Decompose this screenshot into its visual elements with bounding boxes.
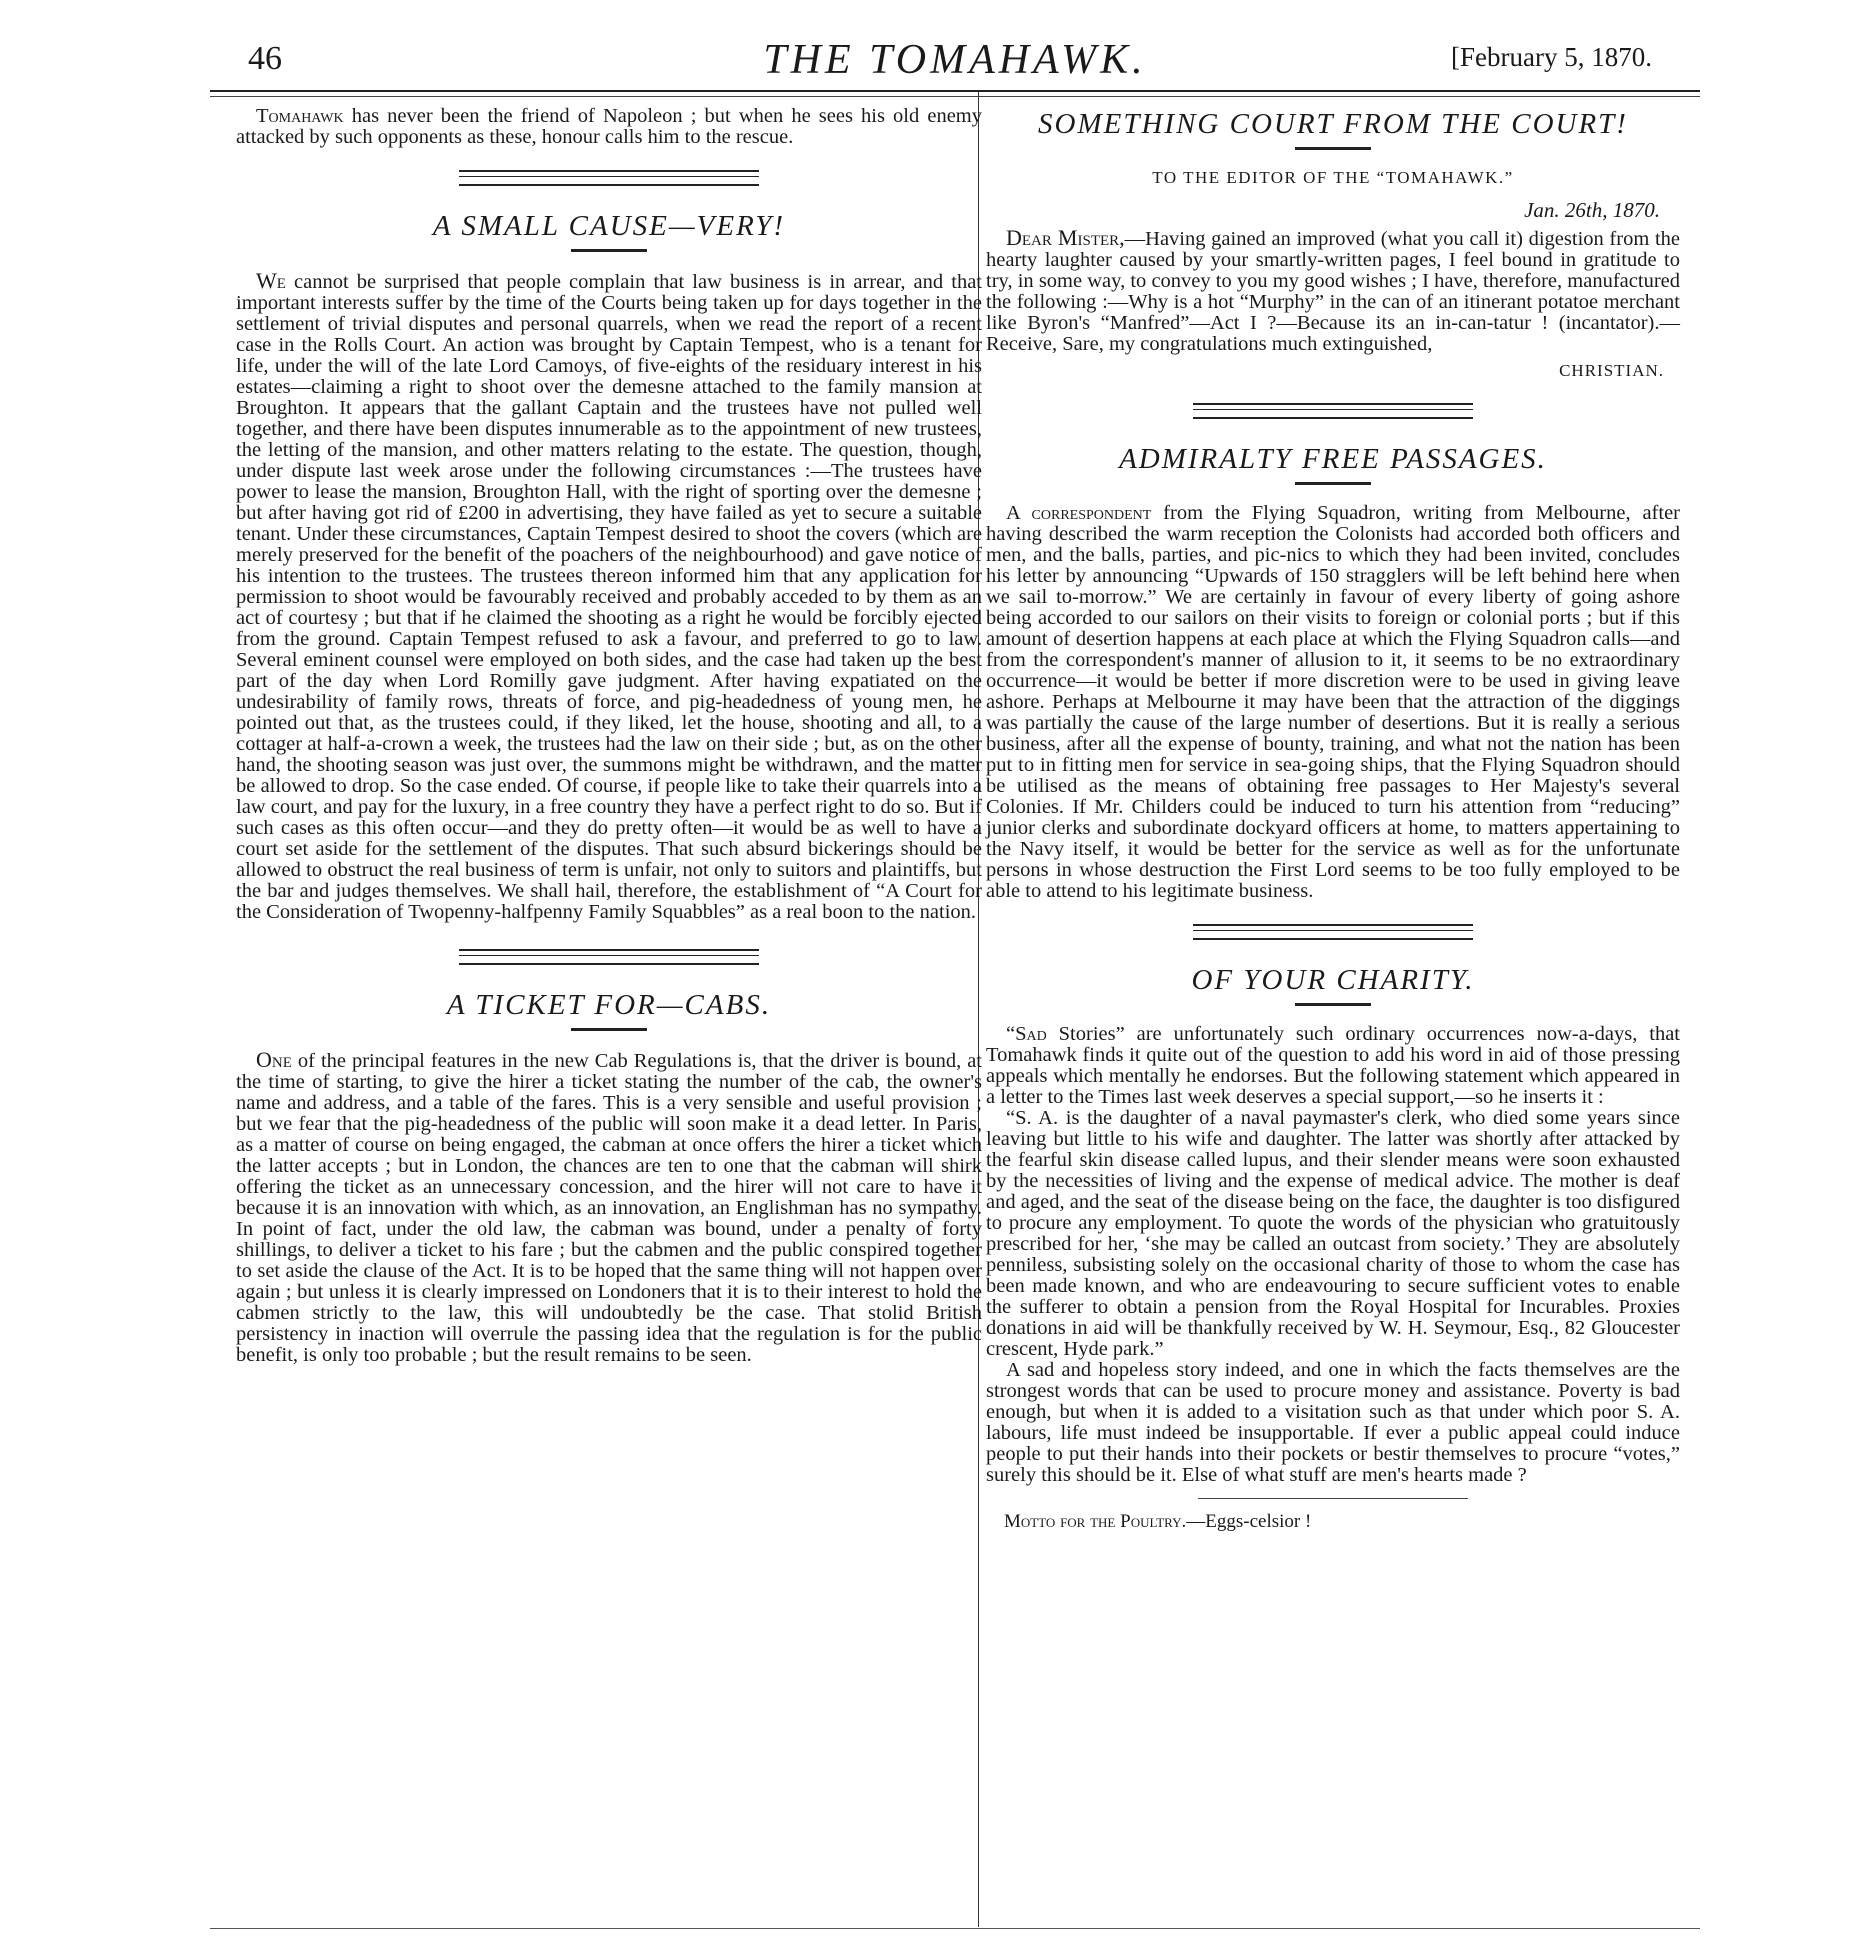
title-rule: [1295, 482, 1371, 485]
article-title-ticket: A TICKET FOR—CABS.: [446, 989, 772, 1021]
title-rule: [571, 249, 647, 252]
issue-date: [February 5, 1870.: [1451, 42, 1652, 72]
page-header: [210, 28, 1700, 88]
intro-paragraph: Tomahawk has never been the friend of Napoleon ; but when he sees his old enemy attacked by such opponents as these, honour calls him to the rescue.: [236, 105, 982, 148]
article-title-charity: OF YOUR CHARITY.: [1191, 964, 1475, 996]
article-title-admiralty: ADMIRALTY FREE PASSAGES.: [1119, 443, 1547, 475]
letter-signature: CHRISTIAN.: [1559, 361, 1664, 380]
article-body-ticket: One of the principal features in the new Cab Regulations is, that the driver is bound, at the time of starting, to give the hirer a ticket stating the number of the cab, the owner's name and address, and a table of the fares. This is a very sensible and useful provision ; but we fear that the pig-headedness of the public will soon make it a dead letter. In Paris, as a matter of course on being engaged, the cabman at once offers the hirer a ticket which the latter accepts ; but in London, the chances are ten to one that the cabman will shirk offering the ticket as an unnecessary concession, and the hirer will not care to have it because it is an innovation with which, as an innovation, an Englishman has no sympathy. In point of fact, under the old law, the cabman was bound, under a penalty of forty shillings, to deliver a ticket to his fare ; but the cabmen and the public conspired together to set aside the clause of the Act. It is to be hoped that the same thing will not happen over again ; but unless it is clearly impressed on Londoners that it is to their interest to hold the cabmen strictly to the law, this will undoubtedly be the case. That stolid British persistency in inaction will overrule the passing idea that the regulation is for the public benefit, is only too probable ; but the result remains to be seen.: [236, 1047, 982, 1366]
newspaper-page: [210, 28, 1700, 1928]
article-body-admiralty: A correspondent from the Flying Squadron, writing from Melbourne, after having described the warm reception the Colonists had accorded both officers and men, and the balls, parties, and pic-nics to which they had been invited, concludes his letter by announcing “Upwards of 150 stragglers will be left behind here when we sail to-morrow.” We are certainly in favour of every liberty of going ashore being accorded to our sailors on their visits to foreign or colonial ports ; but if this amount of desertion happens at each place at which the Flying Squadron calls—and from the correspondent's manner of allusion to it, it seems to be no extraordinary occurrence—it would be better if more discretion were to be used in giving leave ashore. Perhaps at Melbourne it may have been that the attraction of the diggings was partially the cause of the large number of desertions. But it is really a serious business, after all the expense of bounty, training, and what not the nation has been put to in fitting men for service in sea-going ships, that the Flying Squadron should be utilised as the means of obtaining free passages to Her Majesty's several Colonies. If Mr. Childers could be induced to turn his attention from “reducing” junior clerks and subordinate dockyard officers at home, to matters appertaining to the Navy itself, it would be better for the service as well as for the unfortunate persons in whose destruction the First Lord seems to be too fully employed to be able to attend to his legitimate business.: [986, 502, 1680, 902]
left-column: [236, 106, 982, 1366]
masthead: THE TOMAHAWK.: [763, 37, 1147, 83]
title-rule: [571, 1028, 647, 1031]
article-body-small-cause: We cannot be surprised that people complain that law business is in arrear, and that important interests suffer by the time of the Courts being taken up for days together in the settlement of trivial disputes and personal quarrels, when we read the report of a recent case in the Rolls Court. An action was brought by Captain Tempest, who is a tenant for life, under the will of the late Lord Camoys, of five-eights of the residuary interest in his estates—claiming a right to shoot over the demesne attached to the family mansion at Broughton. It appears that the gallant Captain and the trustees have not pulled well together, and there have been disputes innumerable as to the appointment of new trustees, the letting of the mansion, and other matters relating to the estate. The question, though, under dispute last week arose under the following circumstances :—The trustees have power to lease the mansion, Broughton Hall, with the right of sporting over the demesne ; but after having got rid of £200 in advertising, they have failed as yet to secure a suitable tenant. Under these circumstances, Captain Tempest desired to shoot the covers (which are merely preserved for the benefit of the poachers of the neighbourhood) and gave notice of his intention to the trustees. The trustees thereon informed him that any application for permission to shoot would be favourably received and probably acceded to by them as an act of courtesy ; but that if he claimed the shooting as a right he would be forcibly ejected from the ground. Captain Tempest refused to ask a favour, and preferred to go to law. Several eminent counsel were employed on both sides, and the case had taken up the best part of the day when Lord Romilly gave judgment. After having expatiated on the undesirability of family rows, threats of force, and pig-headedness of young men, he pointed out that, as the trustees could, if they liked, let the house, shooting and all, to a cottager at half-a-crown a week, the trustees had the law on their side ; but, as on the other hand, the shooting season was just over, the summons might be withdrawn, and the matter be allowed to drop. So the case ended. Of course, if people like to take their quarrels into a law court, and pay for the luxury, in a free country they have a perfect right to do so. But if such cases as this often occur—and they do pretty often—it would be as well to have a court set aside for the settlement of the disputes. That such absurd bickerings should be allowed to obstruct the real business of term is unfair, not only to suitors and plaintiffs, but the bar and judges themselves. We shall hail, therefore, the establishment of “A Court for the Consideration of Twopenny-halfpenny Family Squabbles” as a real boon to the nation.: [236, 268, 982, 923]
letter-address: TO THE EDITOR OF THE “TOMAHAWK.”: [1152, 168, 1514, 187]
page-number: 46: [248, 40, 282, 77]
letter-date: Jan. 26th, 1870.: [1524, 198, 1660, 222]
article-title-small-cause: A SMALL CAUSE—VERY!: [432, 210, 786, 242]
title-rule: [1295, 147, 1371, 150]
section-separator: [1193, 924, 1473, 940]
article-body-charity-quote: “S. A. is the daughter of a naval paymaster's clerk, who died some years since leaving but little to his wife and daughter. The latter was shortly after attacked by the fearful skin disease called lupus, and their slender means were soon exhausted by the necessities of living and the expense of medical advice. The mother is deaf and aged, and the seat of the disease being on the face, the daughter is too disfigured to procure any employment. To quote the words of the physician who gratuitously prescribed for her, ‘she may be called an outcast from society.’ They are absolutely penniless, subsisting solely on the occasional charity of those to whom the case has been made known, and who are endeavouring to secure sufficient votes to enable the sufferer to obtain a pension from the Royal Hospital for Incurables. Proxies donations in aid will be thankfully received by W. H. Seymour, Esq., 82 Gloucester crescent, Hyde park.”: [986, 1107, 1680, 1360]
section-separator: [459, 949, 759, 965]
right-column: [986, 106, 1680, 1532]
section-separator: [1198, 1498, 1468, 1499]
header-rule: [210, 90, 1700, 92]
letter-body: Dear Mister,—Having gained an improved (what you call it) digestion from the hearty laughter caused by your smartly-written pages, I feel bound in gratitude to try, in some way, to convey to you my good wishes ; I have, therefore, manufactured the following :—Why is a hot “Murphy” in the can of an itinerant potatoe merchant like Byron's “Manfred”—Act I ?—Because its an in-can-tatur ! (incantator).—Receive, Sare, my congratulations much extinguished,: [986, 225, 1680, 355]
article-title-court: SOMETHING COURT FROM THE COURT!: [1038, 108, 1628, 140]
motto-line: Motto for the Poultry.—Eggs-celsior !: [1004, 1511, 1312, 1532]
article-body-charity-1: “Sad Stories” are unfortunately such ordinary occurrences now-a-days, that Tomahawk finds it quite out of the question to add his word in aid of those pressing appeals which mentally he endorses. But the following statement which appeared in a letter to the Times last week deserves a special support,—so he inserts it :: [986, 1023, 1680, 1108]
section-separator: [1193, 403, 1473, 419]
section-separator: [459, 170, 759, 186]
title-rule: [1295, 1003, 1371, 1006]
article-body-charity-3: A sad and hopeless story indeed, and one in which the facts themselves are the strongest words that can be used to procure money and assistance. Poverty is bad enough, but when it is added to a visitation such as that under which poor S. A. labours, life must indeed be insupportable. If ever a public appeal could induce people to put their hands into their pockets or bestir themselves to procure “votes,” surely this should be it. Else of what stuff are men's hearts made ?: [986, 1359, 1680, 1486]
header-rule-thin: [210, 96, 1700, 97]
bottom-rule: [210, 1928, 1700, 1929]
